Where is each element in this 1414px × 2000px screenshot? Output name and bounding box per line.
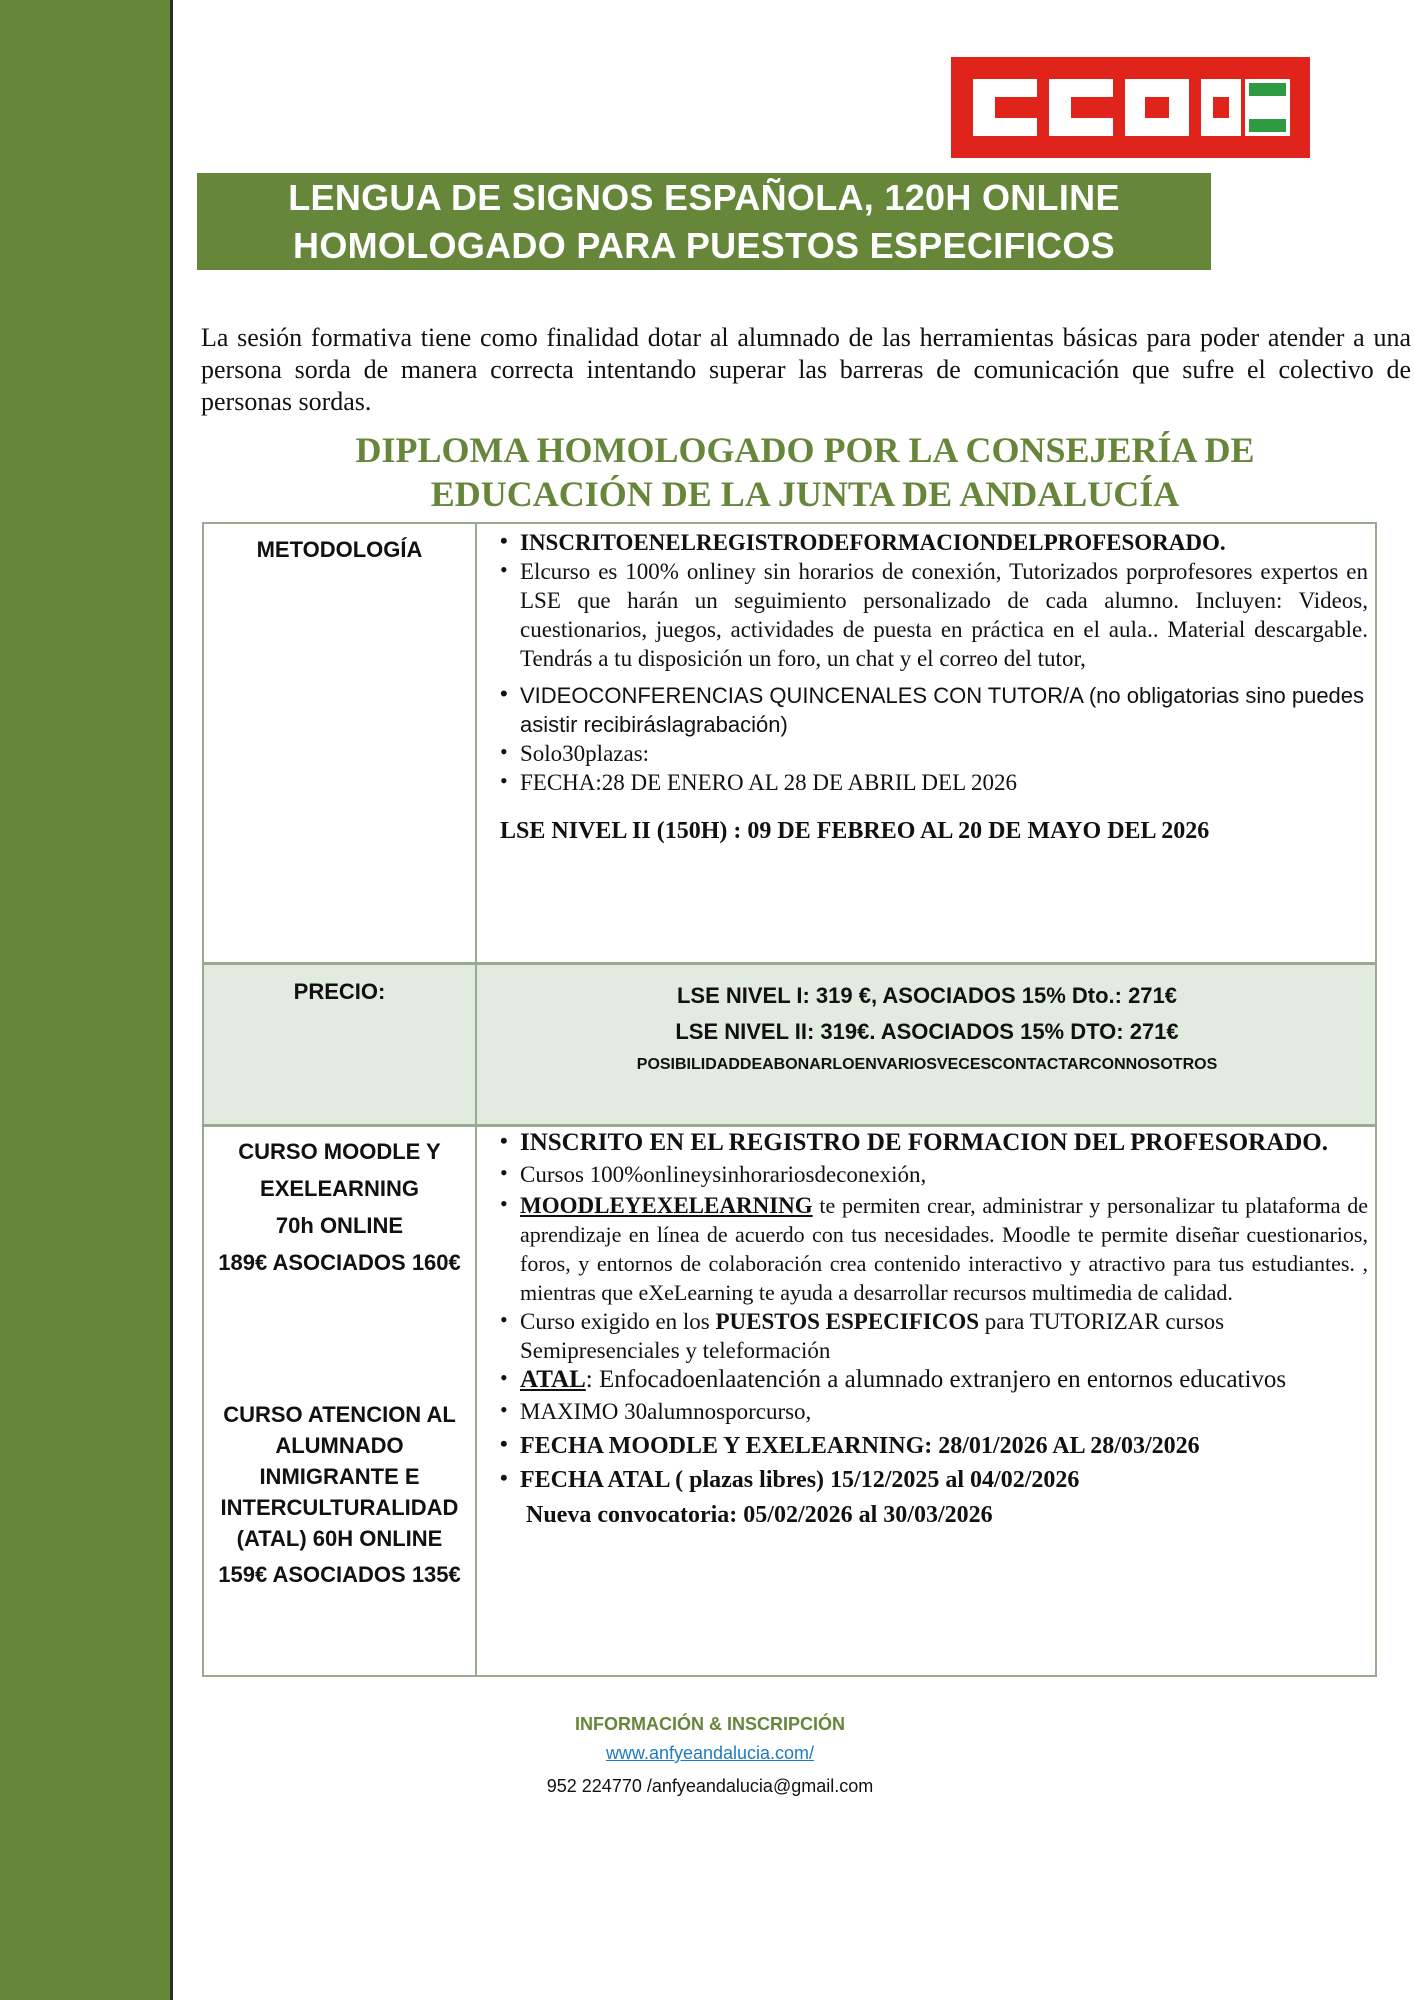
moodle-description: te permiten crear, administrar y personalizar tu plataforma de aprendizaje en línea de acuerdo con tus necesidades. Moodle te permite diseñar cuestionarios, foros, y entornos de colaboración crea contenido interactivo y atractivo para tus estudiantes. , mientras que eXeLearning te ayuda a desarrollar recursos multimedia de calidad. xyxy=(520,1193,1368,1305)
diploma-line-1: DIPLOMA HOMOLOGADO POR LA CONSEJERÍA DE xyxy=(355,430,1255,470)
intro-paragraph: La sesión formativa tiene como finalidad dotar al alumnado de las herramientas básicas para poder atender a una persona sorda de manera correcta intentando superar las barreras de comunicación que sufre el colectivo de personas sordas. xyxy=(201,323,1411,416)
cursos-item-2: • Cursos 100%onlineysinhorariosdeconexión, xyxy=(500,1159,1368,1191)
metodologia-item-4: • Solo30plazas: xyxy=(500,739,1368,768)
cursos-content xyxy=(500,1126,1368,1533)
lse-nivel-2-dates: LSE NIVEL II (150H) : 09 DE FEBREO AL 20 DE MAYO DEL 2026 xyxy=(500,818,1210,844)
table-column-divider xyxy=(475,524,477,1675)
course-info-table xyxy=(202,522,1377,1677)
cursos-item-5 xyxy=(500,1365,1368,1395)
metodologia-item-1: • INSCRITOENELREGISTRODEFORMACIONDELPROFESORADO. xyxy=(500,528,1368,557)
atal-label-line: CURSO ATENCION AL xyxy=(223,1402,456,1427)
cursos-item-3 xyxy=(500,1191,1368,1307)
puestos-especificos-term: PUESTOS ESPECIFICOS xyxy=(715,1309,980,1334)
moodle-exelearning-term: MOODLEYEXELEARNING xyxy=(520,1193,813,1218)
diploma-line-2: EDUCACIÓN DE LA JUNTA DE ANDALUCÍA xyxy=(430,474,1180,514)
atal-label-line: ALUMNADO xyxy=(275,1433,404,1458)
footer-heading: INFORMACIÓN & INSCRIPCIÓN xyxy=(575,1714,845,1734)
item4-text: Curso exigido en los xyxy=(520,1309,716,1334)
diploma-heading xyxy=(260,428,1350,516)
item4-text-rest: para TUTORIZAR cursos Semipresenciales y teleformación xyxy=(520,1309,1225,1363)
moodle-course-label xyxy=(204,1133,475,1281)
moodle-label-line: 70h ONLINE xyxy=(275,1213,404,1238)
cursos-item-1: • INSCRITO EN EL REGISTRO DE FORMACION DEL PROFESORADO. xyxy=(500,1126,1368,1159)
row-divider-1 xyxy=(204,962,1375,965)
title-line-2: HOMOLOGADO PARA PUESTOS ESPECIFICOS xyxy=(293,225,1115,266)
atal-term: ATAL xyxy=(520,1366,586,1393)
moodle-label-line: EXELEARNING xyxy=(260,1176,419,1201)
left-green-sidebar xyxy=(0,0,173,2000)
atal-label-line: INTERCULTURALIDAD xyxy=(220,1495,459,1520)
cursos-item-6: • MAXIMO 30alumnosporcurso, xyxy=(500,1395,1368,1429)
metodologia-label: METODOLOGÍA xyxy=(256,537,423,562)
metodologia-content xyxy=(500,528,1368,846)
title-line-1: LENGUA DE SIGNOS ESPAÑOLA, 120H ONLINE xyxy=(288,177,1120,218)
cursos-item-4 xyxy=(500,1307,1368,1365)
price-nivel-1: LSE NIVEL I: 319 €, ASOCIADOS 15% Dto.: 271€ xyxy=(676,983,1178,1008)
metodologia-item-3: • VIDEOCONFERENCIAS QUINCENALES CON TUTOR/A (no obligatorias sino puedes asistir recibiráslagrabación) xyxy=(500,681,1368,739)
price-nivel-2: LSE NIVEL II: 319€. ASOCIADOS 15% DTO: 271€ xyxy=(675,1019,1179,1044)
contact-info: 952 224770 /anfyeandalucia@gmail.com xyxy=(546,1776,874,1796)
course-title-banner xyxy=(197,173,1211,270)
atal-label-line: INMIGRANTE E xyxy=(259,1464,420,1489)
cursos-item-7: • FECHA MOODLE Y EXELEARNING: 28/01/2026 AL 28/03/2026 xyxy=(500,1429,1368,1463)
moodle-label-line: 189€ ASOCIADOS 160€ xyxy=(218,1250,461,1275)
atal-label-line: (ATAL) 60H ONLINE xyxy=(236,1526,443,1551)
metodologia-item-5: • FECHA:28 DE ENERO AL 28 DE ABRIL DEL 2026 xyxy=(500,768,1368,797)
atal-description: : Enfocadoenlaatención a alumnado extranjero en entornos educativos xyxy=(585,1366,1287,1393)
payment-installments-note: POSIBILIDADDEABONARLOENVARIOSVECESCONTACTARCONNOSOTROS xyxy=(636,1056,1218,1073)
precio-label: PRECIO: xyxy=(293,979,386,1004)
atal-label-line: 159€ ASOCIADOS 135€ xyxy=(218,1562,461,1587)
moodle-label-line: CURSO MOODLE Y xyxy=(238,1139,441,1164)
metodologia-item-2: • Elcurso es 100% onliney sin horarios de conexión, Tutorizados porprofesores expertos en LSE que harán un seguimiento personalizado de cada alumno. Incluyen: Videos, cuestionarios, juegos, actividades de puesta en práctica en el aula.. Material descargable. Tendrás a tu disposición un foro, un chat y el correo del tutor, xyxy=(500,557,1368,673)
website-link[interactable]: www.anfyeandalucia.com/ xyxy=(605,1743,815,1763)
atal-new-call: Nueva convocatoria: 05/02/2026 al 30/03/2026 xyxy=(526,1502,993,1528)
cursos-item-8: • FECHA ATAL ( plazas libres) 15/12/2025 al 04/02/2026 xyxy=(500,1463,1368,1497)
atal-course-label xyxy=(204,1399,475,1590)
ccoo-logo xyxy=(951,57,1310,158)
